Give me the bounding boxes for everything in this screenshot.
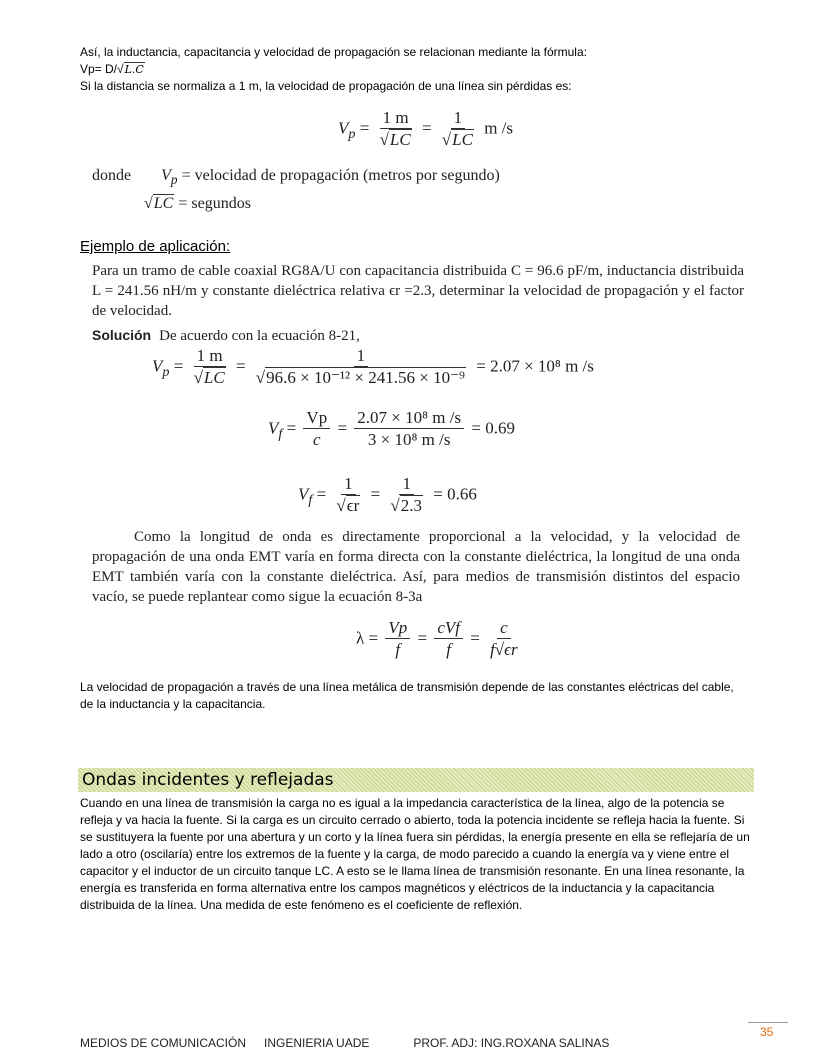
equation-vp: $V_p$ = $\frac{1 m}{√LC}$ = $\frac{1}{√LC}$ m /s — [338, 108, 513, 149]
intro-line: Si la distancia se normaliza a 1 m, la velocidad de propagación de una línea sin pérdidas es: — [80, 79, 572, 93]
closing-paragraph: La velocidad de propagación a través de una línea metálica de transmisión depende de las constantes eléctricas del cable, de la inductancia y la capacitancia. — [80, 680, 734, 711]
definitions: donde $V_p$ = velocidad de propagación (metros por segundo) √LC = segundos — [92, 167, 500, 213]
section-heading: Ondas incidentes y reflejadas — [78, 768, 754, 792]
footer-divider — [748, 1022, 788, 1023]
equation-vf: $V_f$ = $\frac{Vp}{c}$ = $\frac{\text{2.07 × 10⁸ m /s}}{\text{3 × 10⁸ m /s}}$ = 0.69 — [268, 408, 515, 449]
example-title: Ejemplo de aplicación: — [80, 238, 231, 255]
equation-lambda: λ = $\frac{Vp}{f}$ = $\frac{\text{cVf}}{f}$ = $\frac{c}{f√\epsilon r}$ — [356, 618, 518, 659]
intro — [80, 44, 760, 95]
section-body: Cuando en una línea de transmisión la carga no es igual a la impedancia característica de la línea, algo de la potencia se refleja y va hacia la fuente. Si la carga es un circuito cerrado o abierto, toda la potencia incidente se refleja hacia la fuente. Si se sustituyera la fuente por una abertura y un corto y la línea fuera sin pérdidas, la energía presente en ella se reflejaría de un lado a otro (oscilaría) entre los extremos de la fuente y la carga, de modo parecido a cuando la energía va y viene entre el capacitor y el inductor de un circuito tanque LC. A esto se le llama línea de transmisión resonante. En una línea resonante, la energía es transferida en forma alternativa entre los campos magnéticos y eléctricos de la inductancia y la capacitancia distribuida de la línea. Una medida de este fenómeno es el coeficiente de reflexión. — [80, 796, 750, 912]
equation-vf-epsilon: $V_f$ = $\frac{1}{√\epsilon r}$ = $\frac{1}{√2.3}$ = 0.66 — [298, 474, 477, 515]
example-problem: Para un tramo de cable coaxial RG8A/U con capacitancia distribuida C = 96.6 pF/m, inductancia distribuida L = 241.56 nH/m y constante dieléctrica relativa ϵr =2.3, determinar la velocidad de propagación y el factor de velocidad. Solución De acuerdo con la ecuación 8-21, — [92, 263, 744, 344]
page-number: 35 — [760, 1025, 774, 1039]
inline-formula: Vp= D/√L.C — [80, 62, 144, 76]
wavelength-paragraph: Como la longitud de onda es directamente proporcional a la velocidad, y la velocidad de propagación de una onda EMT varía en forma directa con la constante dieléctrica, la longitud de una onda EMT también varía con la constante dieléctrica. Así, para medios de transmisión distintos del espacio vacío, se puede replantear como sigue la ecuación 8-3a — [92, 529, 740, 605]
equation-vp-solution: $V_p$ = $\frac{1 m}{√LC}$ = $\frac{1}{\text{√96.6 × 10⁻¹² × 241.56 × 10⁻⁹}}$ = 2.07 × 10⁸ m /s — [152, 346, 594, 387]
footer: MEDIOS DE COMUNICACIÓN INGENIERIA UADE PROF. ADJ: ING.ROXANA SALINAS — [80, 1036, 610, 1050]
intro-line: Así, la inductancia, capacitancia y velocidad de propagación se relacionan mediante la fórmula: — [80, 45, 587, 59]
